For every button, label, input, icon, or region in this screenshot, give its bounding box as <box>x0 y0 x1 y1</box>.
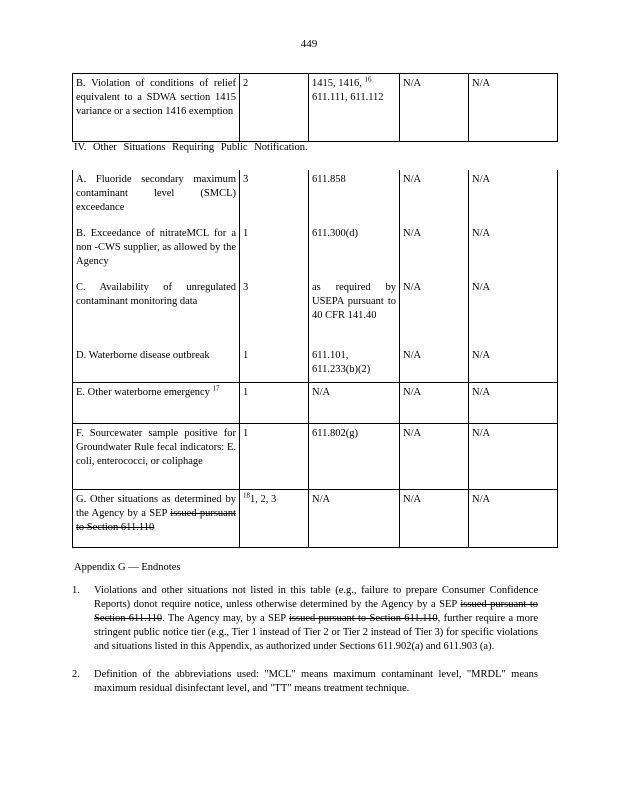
struck-text: issued pursuant to Section 611.110 <box>76 508 236 533</box>
na-cell: N/A <box>469 346 558 383</box>
table-row <box>73 490 558 548</box>
footnote-ref: 16 <box>364 75 372 84</box>
citation-cell: 611.802(g) <box>309 424 400 490</box>
endnote-number: 1. <box>72 585 80 596</box>
page-number: 449 <box>300 38 318 50</box>
tier-cell: 3 <box>240 278 309 346</box>
na-cell: N/A <box>400 278 469 346</box>
table-row <box>73 424 558 490</box>
situation-cell: A. Fluoride secondary maximum contaminant level (SMCL) exceedance <box>73 170 240 224</box>
table-row <box>73 346 558 383</box>
situation-text: G. Other situations as determined by the Agency by a SEP <box>76 494 236 519</box>
na-cell: N/A <box>469 74 558 142</box>
tier-cell: 1 <box>240 383 309 424</box>
situation-cell: B. Violation of conditions of relief equivalent to a SDWA section 1415 variance or a section 1416 exemption <box>73 74 240 142</box>
struck-text: issued pursuant to Section 611.110 <box>94 599 539 624</box>
notification-table <box>72 170 558 548</box>
table-row <box>73 74 558 142</box>
citation-text: 1415, 1416, <box>312 78 362 89</box>
na-cell: N/A <box>469 170 558 224</box>
footnote-ref: 17 <box>212 384 220 393</box>
na-cell: N/A <box>469 490 558 548</box>
na-cell: N/A <box>400 74 469 142</box>
na-cell: N/A <box>469 424 558 490</box>
notification-table-continued <box>72 73 558 142</box>
situation-cell <box>73 490 240 548</box>
situation-text: E. Other waterborne emergency <box>76 387 210 398</box>
section-heading: IV. Other Situations Requiring Public Notification. <box>74 142 308 153</box>
citation-cell: N/A <box>309 490 400 548</box>
situation-cell: C. Availability of unregulated contaminant monitoring data <box>73 278 240 346</box>
na-cell: N/A <box>469 224 558 278</box>
na-cell: N/A <box>469 383 558 424</box>
situation-cell: B. Exceedance of nitrateMCL for a non -CWS supplier, as allowed by the Agency <box>73 224 240 278</box>
citation-cell: N/A <box>309 383 400 424</box>
situation-cell: F. Sourcewater sample positive for Groundwater Rule fecal indicators: E. coli, enterococci, or coliphage <box>73 424 240 490</box>
citation-cell <box>309 74 400 142</box>
tier-cell: 2 <box>240 74 309 142</box>
footnote-ref: 18 <box>243 491 250 500</box>
endnote-text: . The Agency may, by a SEP <box>162 613 289 624</box>
na-cell: N/A <box>400 170 469 224</box>
endnote-text: Violations and other situations not listed in this table (e.g., failure to prepare Consumer Confidence Reports) donot require notice, unless otherwise determined by the Agency by a SEP <box>94 585 538 610</box>
situation-cell <box>73 383 240 424</box>
citation-cell: 611.300(d) <box>309 224 400 278</box>
na-cell: N/A <box>400 424 469 490</box>
endnotes-list <box>72 584 538 710</box>
tier-cell: 1 <box>240 346 309 383</box>
na-cell: N/A <box>400 224 469 278</box>
tier-cell: 1 <box>240 424 309 490</box>
situation-cell: D. Waterborne disease outbreak <box>73 346 240 383</box>
citation-text: 611.111, 611.112 <box>312 92 384 103</box>
endnote-text: Definition of the abbreviations used: "MCL" means maximum contaminant level, "MRDL" means maximum residual disinfectant level, and "TT" means treatment technique. <box>94 669 538 694</box>
tier-cell: 3 <box>240 170 309 224</box>
na-cell: N/A <box>400 383 469 424</box>
citation-cell: as required by USEPA pursuant to 40 CFR 141.40 <box>309 278 400 346</box>
citation-cell: 611.858 <box>309 170 400 224</box>
na-cell: N/A <box>400 346 469 383</box>
endnote-number: 2. <box>72 669 80 680</box>
struck-text: issued pursuant to Section 611.110 <box>289 613 438 624</box>
na-cell: N/A <box>400 490 469 548</box>
table-row <box>73 278 558 346</box>
appendix-heading: Appendix G — Endnotes <box>74 562 181 573</box>
table-row <box>73 170 558 224</box>
endnote-item <box>72 584 538 654</box>
tier-cell: 1 <box>240 224 309 278</box>
tier-cell <box>240 490 309 548</box>
table-row <box>73 383 558 424</box>
citation-cell: 611.101, 611.233(b)(2) <box>309 346 400 383</box>
endnote-text: , further require a more stringent public notice tier (e.g., Tier 1 instead of Tier 2 or Tier 2 instead of Tier 3) for specific violations and situations listed in this Appendix, as authorized under Sections 611.902(a) and 611.903 (a). <box>94 613 539 652</box>
na-cell: N/A <box>469 278 558 346</box>
endnote-item <box>72 668 538 696</box>
tier-text: 1, 2, 3 <box>250 494 277 505</box>
table-row <box>73 224 558 278</box>
